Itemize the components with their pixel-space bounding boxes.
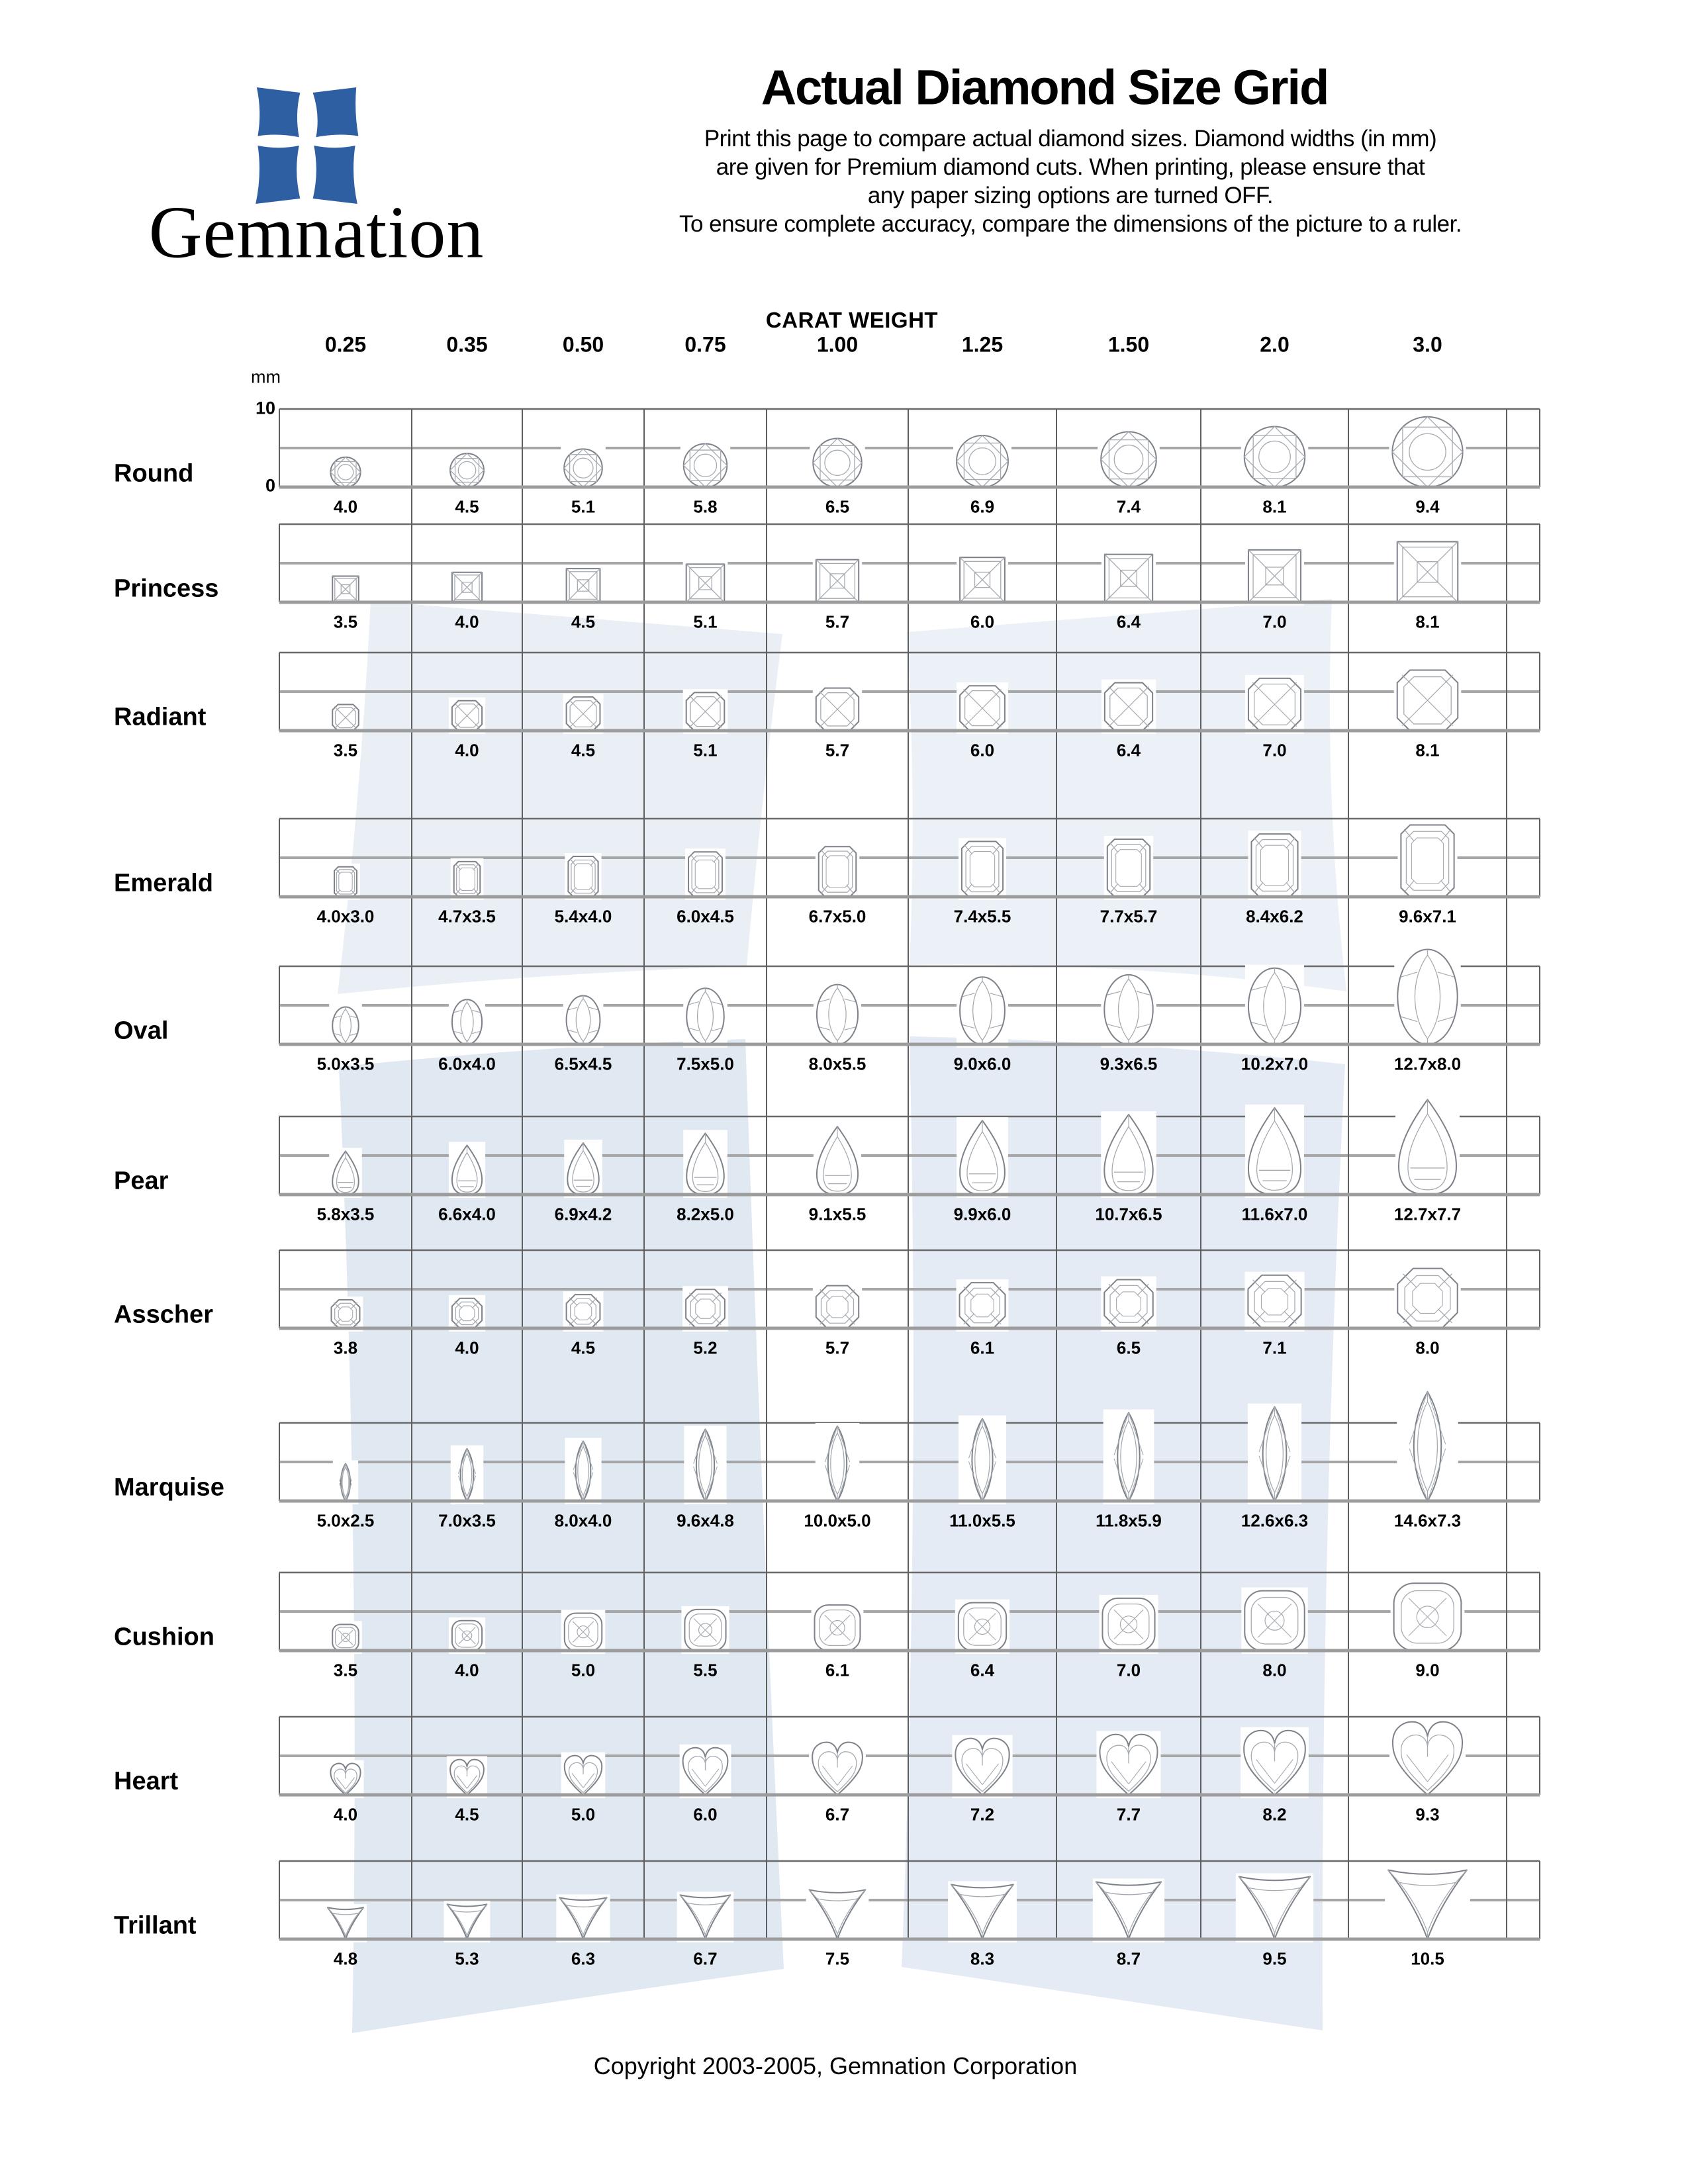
size-value: 12.7x7.7 bbox=[1393, 1204, 1462, 1224]
carat-weight-label: 1.50 bbox=[1107, 332, 1150, 357]
carat-weight-label: 0.75 bbox=[684, 332, 726, 357]
size-value: 6.1 bbox=[825, 1660, 850, 1680]
size-value: 4.8 bbox=[333, 1948, 358, 1969]
subtitle-line-4: To ensure complete accuracy, compare the dimensions of the picture to a ruler. bbox=[679, 211, 1462, 237]
size-value: 14.6x7.3 bbox=[1393, 1510, 1462, 1531]
size-value: 4.0 bbox=[455, 740, 479, 760]
size-value: 6.9x4.2 bbox=[554, 1204, 612, 1224]
row-label-marquise: Marquise bbox=[114, 1473, 224, 1502]
row-label-pear: Pear bbox=[114, 1167, 169, 1195]
row-label-oval: Oval bbox=[114, 1017, 169, 1045]
size-value: 7.5x5.0 bbox=[677, 1054, 734, 1074]
size-value: 9.3 bbox=[1415, 1804, 1440, 1825]
size-value: 6.4 bbox=[1116, 740, 1141, 760]
page-title: Actual Diamond Size Grid bbox=[761, 60, 1329, 115]
size-value: 6.1 bbox=[970, 1338, 995, 1358]
row-label-trillant: Trillant bbox=[114, 1911, 197, 1940]
size-value: 11.8x5.9 bbox=[1096, 1510, 1162, 1531]
size-value: 5.7 bbox=[825, 612, 850, 632]
size-value: 5.0 bbox=[571, 1660, 596, 1680]
size-value: 10.0x5.0 bbox=[804, 1510, 871, 1531]
size-value: 8.1 bbox=[1415, 612, 1440, 632]
size-value: 10.5 bbox=[1411, 1948, 1444, 1969]
size-value: 7.0 bbox=[1116, 1660, 1141, 1680]
mm-scale-0-label: 0 bbox=[265, 475, 275, 496]
size-value: 9.9x6.0 bbox=[953, 1204, 1011, 1224]
size-value: 5.1 bbox=[693, 612, 718, 632]
subtitle-line-1: Print this page to compare actual diamond sizes. Diamond widths (in mm) bbox=[704, 126, 1437, 152]
gemnation-brackets-icon bbox=[254, 86, 359, 205]
size-value: 4.0 bbox=[455, 1338, 479, 1358]
size-value: 9.1x5.5 bbox=[808, 1204, 867, 1224]
size-value: 6.5x4.5 bbox=[554, 1054, 612, 1074]
size-value: 6.6x4.0 bbox=[438, 1204, 496, 1224]
size-value: 7.2 bbox=[970, 1804, 995, 1825]
size-value: 8.4x6.2 bbox=[1246, 906, 1303, 927]
carat-weight-label: 0.35 bbox=[446, 332, 488, 357]
size-value: 9.3x6.5 bbox=[1100, 1054, 1158, 1074]
size-value: 4.5 bbox=[455, 496, 479, 517]
size-value: 3.5 bbox=[333, 1660, 358, 1680]
mm-unit-label: mm bbox=[251, 367, 281, 387]
row-label-heart: Heart bbox=[114, 1767, 179, 1796]
size-value: 4.5 bbox=[571, 740, 596, 760]
size-value: 9.0 bbox=[1415, 1660, 1440, 1680]
size-value: 7.0x3.5 bbox=[438, 1510, 496, 1531]
mm-scale-10-label: 10 bbox=[255, 398, 275, 418]
size-value: 7.7x5.7 bbox=[1100, 906, 1158, 927]
carat-weight-label: 1.00 bbox=[816, 332, 859, 357]
carat-weight-label: 1.25 bbox=[961, 332, 1004, 357]
gemnation-logo-icon bbox=[254, 86, 359, 205]
size-value: 4.0x3.0 bbox=[316, 906, 375, 927]
row-label-asscher: Asscher bbox=[114, 1300, 213, 1329]
carat-weight-label: 0.25 bbox=[324, 332, 367, 357]
size-value: 9.6x4.8 bbox=[677, 1510, 734, 1531]
size-value: 6.0x4.0 bbox=[438, 1054, 496, 1074]
size-value: 8.2 bbox=[1262, 1804, 1287, 1825]
size-value: 9.4 bbox=[1415, 496, 1440, 517]
size-value: 4.5 bbox=[571, 612, 596, 632]
row-label-princess: Princess bbox=[114, 574, 219, 603]
size-value: 5.0x3.5 bbox=[316, 1054, 375, 1074]
size-value: 8.0x4.0 bbox=[554, 1510, 612, 1531]
size-value: 9.6x7.1 bbox=[1399, 906, 1456, 927]
size-value: 3.5 bbox=[333, 612, 358, 632]
size-value: 4.0 bbox=[455, 612, 479, 632]
size-value: 6.0x4.5 bbox=[677, 906, 734, 927]
size-value: 4.7x3.5 bbox=[438, 906, 496, 927]
size-value: 6.7 bbox=[693, 1948, 718, 1969]
size-value: 8.2x5.0 bbox=[677, 1204, 734, 1224]
size-value: 9.0x6.0 bbox=[953, 1054, 1011, 1074]
size-value: 8.7 bbox=[1116, 1948, 1141, 1969]
row-label-emerald: Emerald bbox=[114, 869, 213, 897]
copyright-text: Copyright 2003-2005, Gemnation Corporation bbox=[593, 2052, 1078, 2079]
size-value: 6.5 bbox=[1116, 1338, 1141, 1358]
size-value: 7.4 bbox=[1116, 496, 1141, 517]
carat-weight-label: 0.50 bbox=[562, 332, 604, 357]
size-value: 4.0 bbox=[333, 496, 358, 517]
row-label-cushion: Cushion bbox=[114, 1623, 214, 1651]
size-value: 8.0x5.5 bbox=[808, 1054, 867, 1074]
size-value: 6.0 bbox=[970, 740, 995, 760]
size-value: 4.0 bbox=[455, 1660, 479, 1680]
size-value: 9.5 bbox=[1262, 1948, 1287, 1969]
size-value: 8.1 bbox=[1415, 740, 1440, 760]
size-value: 10.7x6.5 bbox=[1095, 1204, 1162, 1224]
row-label-round: Round bbox=[114, 459, 194, 488]
carat-weight-label: 2.0 bbox=[1260, 332, 1289, 357]
size-value: 7.1 bbox=[1262, 1338, 1287, 1358]
size-value: 8.0 bbox=[1262, 1660, 1287, 1680]
size-value: 7.5 bbox=[825, 1948, 850, 1969]
row-label-radiant: Radiant bbox=[114, 703, 207, 731]
size-value: 4.5 bbox=[455, 1804, 479, 1825]
size-value: 6.3 bbox=[571, 1948, 596, 1969]
size-value: 6.4 bbox=[970, 1660, 995, 1680]
size-value: 3.8 bbox=[333, 1338, 358, 1358]
size-value: 7.7 bbox=[1116, 1804, 1141, 1825]
size-value: 8.0 bbox=[1415, 1338, 1440, 1358]
size-value: 8.3 bbox=[970, 1948, 995, 1969]
size-value: 6.7 bbox=[825, 1804, 850, 1825]
size-value: 5.3 bbox=[455, 1948, 479, 1969]
size-value: 5.0x2.5 bbox=[316, 1510, 375, 1531]
size-value: 12.6x6.3 bbox=[1241, 1510, 1309, 1531]
size-value: 11.6x7.0 bbox=[1241, 1204, 1308, 1224]
size-value: 5.8 bbox=[693, 496, 718, 517]
size-value: 10.2x7.0 bbox=[1241, 1054, 1309, 1074]
size-value: 5.5 bbox=[693, 1660, 718, 1680]
size-value: 7.0 bbox=[1262, 740, 1287, 760]
size-value: 5.4x4.0 bbox=[554, 906, 612, 927]
size-value: 8.1 bbox=[1262, 496, 1287, 517]
size-value: 5.7 bbox=[825, 1338, 850, 1358]
gemnation-logo-text: Gemnation bbox=[148, 191, 485, 274]
size-value: 6.7x5.0 bbox=[808, 906, 867, 927]
size-value: 6.0 bbox=[970, 612, 995, 632]
size-value: 12.7x8.0 bbox=[1393, 1054, 1462, 1074]
carat-weight-label: 3.0 bbox=[1413, 332, 1442, 357]
size-value: 5.1 bbox=[571, 496, 596, 517]
size-value: 3.5 bbox=[333, 740, 358, 760]
size-value: 6.0 bbox=[693, 1804, 718, 1825]
size-value: 7.0 bbox=[1262, 612, 1287, 632]
size-value: 5.2 bbox=[693, 1338, 718, 1358]
size-value: 5.1 bbox=[693, 740, 718, 760]
size-value: 11.0x5.5 bbox=[949, 1510, 1015, 1531]
size-value: 5.7 bbox=[825, 740, 850, 760]
size-value: 7.4x5.5 bbox=[953, 906, 1011, 927]
size-value: 5.8x3.5 bbox=[316, 1204, 375, 1224]
size-value: 4.5 bbox=[571, 1338, 596, 1358]
carat-weight-header: CARAT WEIGHT bbox=[765, 308, 939, 332]
size-value: 6.5 bbox=[825, 496, 850, 517]
size-value: 4.0 bbox=[333, 1804, 358, 1825]
size-value: 6.4 bbox=[1116, 612, 1141, 632]
size-value: 5.0 bbox=[571, 1804, 596, 1825]
size-value: 6.9 bbox=[970, 496, 995, 517]
subtitle-line-2: are given for Premium diamond cuts. When printing, please ensure that bbox=[716, 154, 1425, 180]
subtitle-line-3: any paper sizing options are turned OFF. bbox=[867, 183, 1274, 208]
